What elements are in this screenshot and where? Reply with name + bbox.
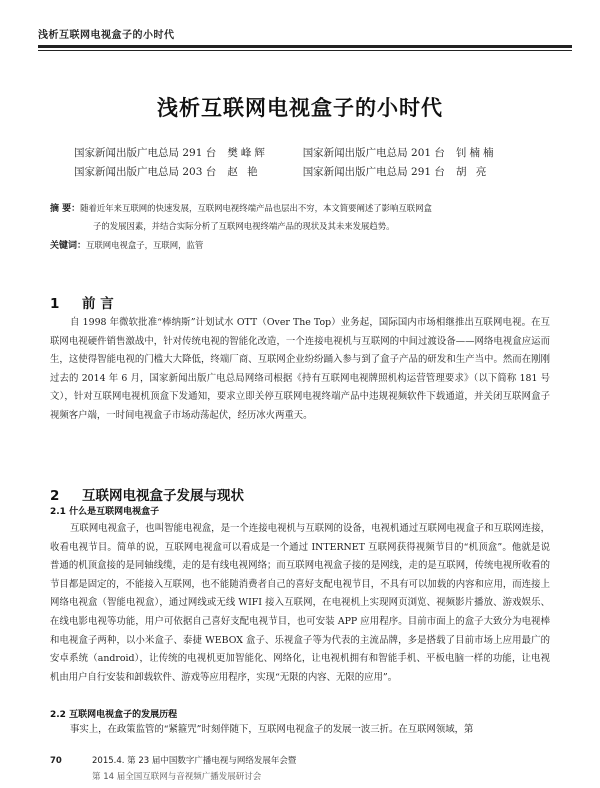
author-block [74,144,554,182]
abstract [50,200,550,235]
header-rule [38,45,572,48]
page-footer [50,754,296,766]
section-heading [50,484,244,504]
author-affiliation: 国家新闻出版广电总局 291 台 [74,147,217,159]
header-rule-thin [38,50,572,51]
section-body [50,314,550,426]
keywords [50,238,203,251]
author-row [74,163,554,182]
section-number: 2 [50,488,60,504]
paragraph: 自 1998 年微软批准“棒纳斯”计划试水 OTT（Over The Top）业务起，国际国内市场相继推出互联网电视。在互联网电视硬件销售激战中，针对传统电视的智能化改造，一个连接电视机与互联网的中间过渡设备——网络电视盒应运而生，这使得智能电视的门槛大大降低，终端厂商、互联网企业纷纷踊入参与到了盒子产品的研发和生产当中。然而在刚刚过去的 2014 年 6 月，国家新闻出版广电总局网络司根据《持有互联网电视牌照机构运营管理要求》（以下简称 181 号文），针对互联网电视机顶盒下发通知，要求立即关停互联网电视终端产品中违规视频软件下载通道，并关闭互联网盒子视频客户端，一时间电视盒子市场动荡起伏，经历冰火两重天。 [50,317,550,421]
section-heading [50,292,114,312]
running-header: 浅析互联网电视盒子的小时代 [38,30,175,41]
keywords-text: 互联网电视盒子，互联网，监管 [86,240,204,250]
section-title: 前 言 [82,296,114,312]
footer-conference: 2015.4. 第 23 届中国数字广播电视与网络发展年会暨 [92,756,297,766]
author-affiliation: 国家新闻出版广电总局 291 台 [302,166,445,178]
paragraph: 事实上，在政策监管的“紧箍咒”时刻伴随下，互联网电视盒子的发展一波三折。在互联网领域，第 [70,724,474,735]
author-name: 赵 艳 [227,166,261,178]
author-row [74,144,554,163]
abstract-text-line2: 子的发展因素，并结合实际分析了互联网电视终端产品的现状及其未来发展趋势。 [93,221,395,231]
author-name: 钊楠楠 [456,147,497,159]
page-number: 70 [50,756,62,766]
paragraph: 互联网电视盒子，也叫智能电视盒，是一个连接电视机与互联网的设备，电视机通过互联网电视盒子和互联网连接，收看电视节目。简单的说，互联网电视盒可以看成是一个通过 INTERNET 互联网获得视频节目的“机顶盒”。他就是说普通的机顶盒接的是同轴线缆，走的是有线电视网络；而互联网电视盒子接的是网线，走的是互联网，传统电视所收看的节目都是固定的，不能接入互联网，也不能随消费者自己的喜好支配电视节目，不具有可以加载的内容和应用，而连接上网络电视盒（智能电视盒），通过网线或无线 WIFI 接入互联网，在电视机上实现网页浏览、视频影片播放、游戏娱乐、在线电影电视等功能，用户可依据自己喜好支配电视节目，也可安装 APP 应用程序。目前市面上的盒子大致分为电视棒和电视盒子两种，以小米盒子、泰捷 WEBOX 盒子、乐视盒子等为代表的主流品牌，多是搭载了目前市场上应用最广的安卓系统（android），让传统的电视机更加智能化、网络化，让电视机拥有和智能手机、平板电脑一样的功能，让电视机由用户自行安装和卸载软件、游戏等应用程序，实现“无限的内容、无限的应用”。 [50,523,550,683]
abstract-text-line1: 随着近年来互联网的快速发展，互联网电视终端产品也层出不穷，本文简要阐述了影响互联网盒 [80,203,432,213]
subsection-heading: 2.1 什么是互联网电视盒子 [50,507,160,517]
subsection-heading: 2.2 互联网电视盒子的发展历程 [50,710,178,720]
author-affiliation: 国家新闻出版广电总局 201 台 [302,147,445,159]
section-title: 互联网电视盒子发展与现状 [82,488,244,504]
section-body [50,520,550,687]
footer-conference-line2: 第 14 届全国互联网与音视频广播发展研讨会 [92,772,262,780]
keywords-label: 关键词： [50,241,87,251]
author-name: 胡 亮 [456,166,490,178]
section-body [50,721,550,740]
section-number: 1 [50,296,60,312]
author-name: 樊峰辉 [227,147,268,159]
article-title: 浅析互联网电视盒子的小时代 [157,96,443,120]
author-affiliation: 国家新闻出版广电总局 203 台 [74,166,217,178]
abstract-label: 摘 要： [50,204,81,214]
